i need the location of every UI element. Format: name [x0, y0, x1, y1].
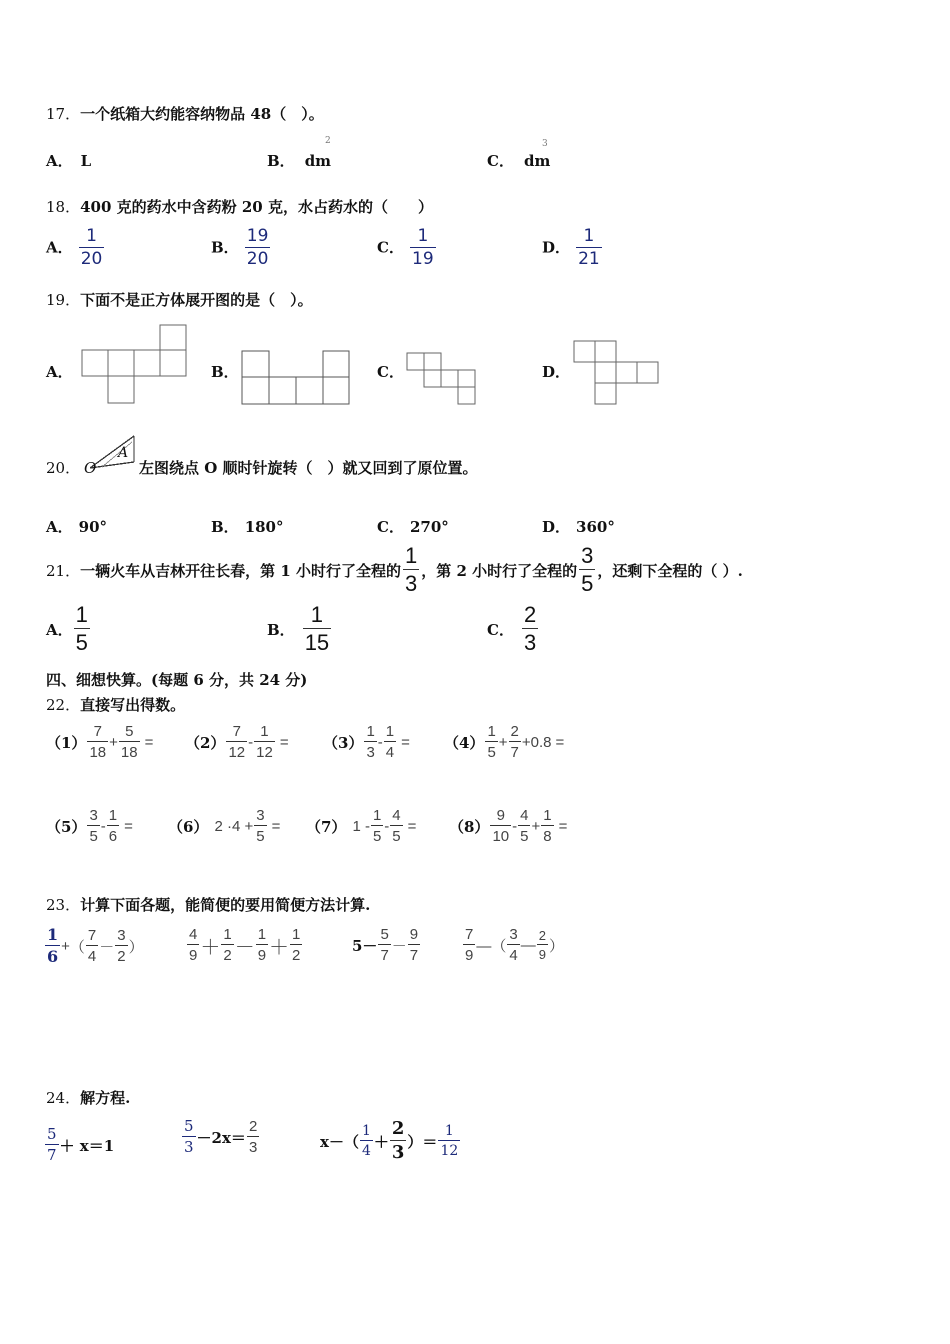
- q24-equation-1: $\frac{5}{7}$ ＋ x＝1: [47, 1125, 115, 1164]
- q24-equation-3: x－（ $\frac{1}{4}$ ＋ $\frac{2}{3}$ ）＝ $\frac{1}{12}$: [320, 1118, 459, 1163]
- fraction: $\frac{1}{9}$: [257, 926, 267, 964]
- fraction: $\frac{3}{2}$: [117, 927, 126, 965]
- fraction: $\frac{1}{5}$: [487, 723, 496, 761]
- fraction: $\frac{1}{3}$: [366, 723, 375, 761]
- q19-option-c[interactable]: C．: [377, 363, 404, 381]
- fraction: $\frac{7}{18}$: [89, 723, 107, 761]
- q22-question: 22．直接写出得数。: [46, 696, 186, 714]
- q21-option-c[interactable]: C． $\frac{2}{3}$: [487, 602, 537, 655]
- q17-question: 17．一个纸箱大约能容纳物品 48（ ）。: [46, 105, 324, 123]
- q17-option-c-sup: 3: [542, 139, 548, 149]
- fraction: $\frac{1}{5}$: [372, 807, 382, 845]
- fraction: $\frac{7}{9}$: [465, 926, 474, 964]
- cube-net-d-figure: [572, 339, 662, 407]
- fraction: $\frac{1}{4}$: [385, 723, 395, 761]
- q18-option-b[interactable]: B． $\frac{19}{20}$: [211, 226, 269, 269]
- q23-expression-2: $\frac{4}{9}$ ＋ $\frac{1}{2}$ － $\frac{1}{9}$ ＋ $\frac{1}{2}$: [189, 926, 301, 964]
- q21-option-a[interactable]: A． $\frac{1}{5}$: [46, 602, 88, 655]
- q19-option-a[interactable]: A．: [46, 363, 73, 381]
- q20-question: 左图绕点 O 顺时针旋转（ ）就又回到了原位置。: [139, 459, 478, 477]
- q19-option-b[interactable]: B．: [211, 363, 239, 381]
- q18-question: 18．400 克的药水中含药粉 20 克，水占药水的（ ）: [46, 198, 433, 216]
- fraction: $\frac{1}{20}$: [80, 226, 103, 269]
- fraction: $\frac{5}{18}$: [120, 723, 138, 761]
- q18-option-a[interactable]: A． $\frac{1}{20}$: [46, 226, 103, 269]
- q23-question: 23．计算下面各题，能简便的要用简便方法计算.: [46, 896, 371, 914]
- q22-item-6: （6） 2 ·4 + $\frac{3}{5}$ =: [168, 807, 281, 845]
- cube-net-a-figure: [80, 324, 190, 406]
- q17-option-b-sup: 2: [325, 136, 331, 146]
- fraction: $\frac{9}{10}$: [492, 807, 510, 845]
- fraction: $\frac{4}{5}$: [520, 807, 529, 845]
- q23-expression-3: 5－ $\frac{5}{7}$ － $\frac{9}{7}$: [352, 926, 419, 964]
- q19-question: 19．下面不是正方体展开图的是（ ）。: [46, 291, 313, 309]
- fraction: $\frac{1}{3}$: [404, 543, 418, 596]
- section-4-heading: 四、细想快算。(每题 6 分，共 24 分): [46, 671, 308, 689]
- fraction: $\frac{9}{7}$: [409, 926, 419, 964]
- q24-equation-2: $\frac{5}{3}$ －2x＝ $\frac{2}{3}$: [184, 1117, 258, 1156]
- q18-option-c[interactable]: C． $\frac{1}{19}$: [377, 226, 434, 269]
- q23-expression-4: $\frac{7}{9}$ —（ $\frac{3}{4}$ — $\frac{2}{9}$ ）: [465, 926, 564, 964]
- fraction: $\frac{1}{12}$: [256, 723, 273, 761]
- fraction: $\frac{1}{4}$: [361, 1123, 371, 1159]
- fraction: $\frac{1}{12}$: [440, 1123, 459, 1159]
- q22-item-1: （1） $\frac{7}{18}$ + $\frac{5}{18}$ =: [46, 723, 154, 761]
- q20-option-d[interactable]: D． 360°: [542, 518, 615, 536]
- fraction: $\frac{1}{21}$: [578, 226, 600, 269]
- fraction: $\frac{1}{2}$: [292, 926, 301, 964]
- point-o-label: O: [84, 459, 97, 474]
- q21-option-b[interactable]: B． $\frac{1}{15}$: [267, 602, 330, 655]
- rotation-figure: [82, 432, 138, 474]
- fraction: $\frac{3}{5}$: [89, 807, 98, 845]
- fraction: $\frac{1}{5}$: [75, 602, 88, 655]
- fraction: $\frac{2}{7}$: [510, 723, 519, 761]
- fraction: $\frac{2}{3}$: [248, 1118, 258, 1156]
- fraction: $\frac{1}{2}$: [223, 926, 232, 964]
- fraction: $\frac{3}{4}$: [509, 926, 518, 964]
- q21-question: 21． 一辆火车从吉林开往长春，第 1 小时行了全程的 $\frac{1}{3}$ ，第 2 小时行了全程的 $\frac{3}{5}$ ，还剩下全程的（ ）.: [46, 543, 743, 596]
- q20-option-a[interactable]: A． 90°: [46, 518, 108, 536]
- q22-item-2: （2） $\frac{7}{12}$ - $\frac{1}{12}$ =: [185, 723, 289, 761]
- fraction: $\frac{2}{3}$: [391, 1118, 405, 1163]
- fraction: $\frac{5}{3}$: [184, 1117, 194, 1156]
- q17-option-c[interactable]: C． dm: [487, 152, 551, 170]
- q22-item-4: （4） $\frac{1}{5}$ + $\frac{2}{7}$ +0.8 =: [444, 723, 565, 761]
- fraction: $\frac{2}{9}$: [538, 928, 546, 962]
- fraction: $\frac{7}{4}$: [87, 927, 97, 965]
- fraction: $\frac{4}{9}$: [189, 926, 198, 964]
- fraction: $\frac{3}{5}$: [581, 543, 594, 596]
- fraction: $\frac{7}{12}$: [228, 723, 246, 761]
- q17-option-a[interactable]: A． L: [46, 152, 92, 170]
- q20-option-b[interactable]: B． 180°: [211, 518, 284, 536]
- fraction: $\frac{5}{7}$: [380, 926, 389, 964]
- q22-item-5: （5） $\frac{3}{5}$ - $\frac{1}{6}$ =: [46, 807, 133, 845]
- fraction: $\frac{4}{5}$: [392, 807, 401, 845]
- fraction: $\frac{1}{19}$: [412, 226, 434, 269]
- fraction: $\frac{1}{6}$: [108, 807, 118, 845]
- q24-question: 24．解方程.: [46, 1089, 131, 1107]
- cube-net-c-figure: [405, 351, 479, 407]
- q22-item-7: （7） 1 - $\frac{1}{5}$ - $\frac{4}{5}$ =: [306, 807, 417, 845]
- cube-net-b-figure: [240, 349, 352, 407]
- q22-item-3: （3） $\frac{1}{3}$ - $\frac{1}{4}$ =: [323, 723, 410, 761]
- fraction: $\frac{3}{5}$: [256, 807, 265, 845]
- q18-option-d[interactable]: D． $\frac{1}{21}$: [542, 226, 600, 269]
- q22-item-8: （8） $\frac{9}{10}$ - $\frac{4}{5}$ + $\frac{1}{8}$ =: [449, 807, 568, 845]
- q19-option-d[interactable]: D．: [542, 363, 571, 381]
- point-a-label: A: [118, 445, 129, 461]
- fraction: $\frac{1}{15}$: [304, 602, 330, 655]
- q23-expression-1: $\frac{1}{6}$ + （ $\frac{7}{4}$ － $\frac{3}{2}$ ）: [47, 925, 144, 966]
- fraction: $\frac{2}{3}$: [523, 602, 537, 655]
- fraction: $\frac{1}{8}$: [543, 807, 552, 845]
- q20-number: 20．: [46, 459, 81, 477]
- q17-option-b[interactable]: B． dm: [267, 152, 332, 170]
- q20-option-c[interactable]: C． 270°: [377, 518, 449, 536]
- fraction: $\frac{5}{7}$: [47, 1125, 57, 1164]
- fraction: $\frac{19}{20}$: [246, 226, 269, 269]
- fraction: $\frac{1}{6}$: [47, 925, 59, 966]
